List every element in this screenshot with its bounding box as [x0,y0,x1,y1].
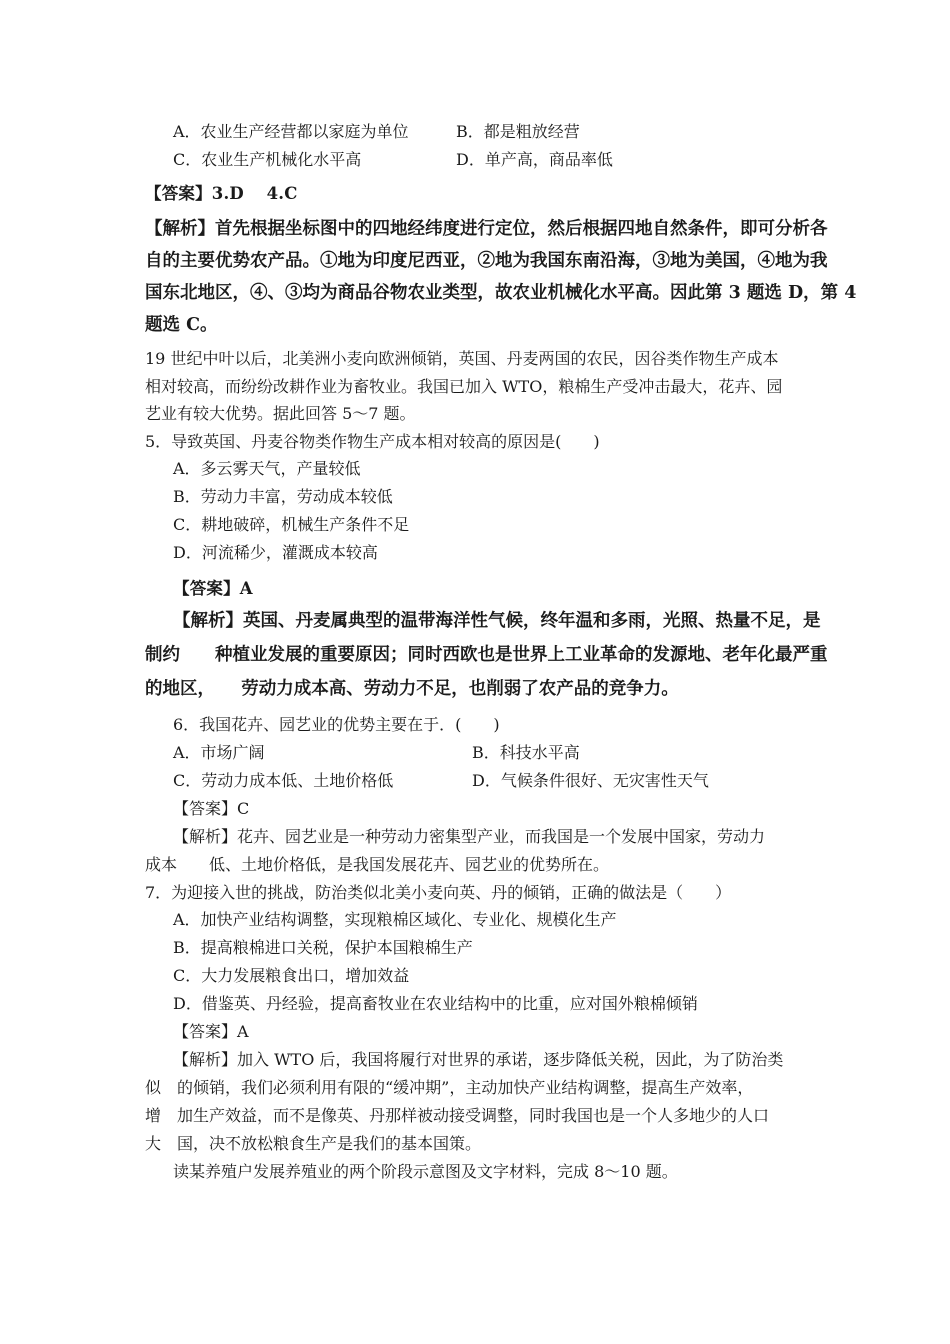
q5-option-a: A．多云雾天气，产量较低 [173,459,361,478]
q7-option-d: D．借鉴英、丹经验，提高畜牧业在农业结构中的比重，应对国外粮棉倾销 [173,994,698,1013]
q5-option-c: C．耕地破碎，机械生产条件不足 [173,515,410,534]
q7-answer: 【答案】A [173,1022,249,1041]
answer-3-4: 【答案】3.D 4.C [145,184,298,203]
q7-stem: 7．为迎接入世的挑战，防治类似北美小麦向英、丹的倾销，正确的做法是（ ） [145,883,732,902]
q7-analysis-line-1: 【解析】加入 WTO 后，我国将履行对世界的承诺，逐步降低关税，因此，为了防治类 [173,1050,784,1069]
analysis-3-4-line-1: 【解析】首先根据坐标图中的四地经纬度进行定位，然后根据四地自然条件，即可分析各 [145,219,828,239]
q5-analysis-line-3: 的地区， 劳动力成本高、劳动力不足，也削弱了农产品的竞争力。 [145,679,679,699]
material-5-7-line-1: 19 世纪中叶以后，北美洲小麦向欧洲倾销，英国、丹麦两国的农民，因谷类作物生产成本 [145,349,779,368]
q7-analysis-line-4: 大 国，决不放松粮食生产是我们的基本国策。 [145,1134,482,1153]
analysis-3-4-line-4: 题选 C。 [145,315,218,335]
q7-analysis-line-2: 似 的倾销，我们必须利用有限的“缓冲期”，主动加快产业结构调整，提高生产效率， [145,1078,754,1097]
q6-analysis-line-2: 成本 低、土地价格低，是我国发展花卉、园艺业的优势所在。 [145,855,610,874]
q6-answer: 【答案】C [173,799,250,818]
q6-option-c: C．劳动力成本低、土地价格低 [173,771,394,790]
q5-analysis-line-2: 制约 种植业发展的重要原因；同时西欧也是世界上工业革命的发源地、老年化最严重 [145,645,828,665]
q6-analysis-line-1: 【解析】花卉、园艺业是一种劳动力密集型产业，而我国是一个发展中国家，劳动力 [173,827,766,846]
material-5-7-line-3: 艺业有较大优势。据此回答 5～7 题。 [145,404,416,423]
q7-option-c: C．大力发展粮食出口，增加效益 [173,966,410,985]
q6-option-d: D．气候条件很好、无灾害性天气 [472,771,709,790]
q5-analysis-line-1: 【解析】英国、丹麦属典型的温带海洋性气候，终年温和多雨，光照、热量不足，是 [173,611,821,631]
q4-option-c: C．农业生产机械化水平高 [173,150,362,169]
analysis-3-4-line-3: 国东北地区，④、③均为商品谷物农业类型，故农业机械化水平高。因此第 3 题选 D，第 4 [145,283,857,303]
q4-option-b: B．都是粗放经营 [456,122,580,141]
q5-option-b: B．劳动力丰富，劳动成本较低 [173,487,393,506]
q4-option-a: A．农业生产经营都以家庭为单位 [173,122,409,141]
q5-answer: 【答案】A [173,579,253,598]
q7-option-b: B．提高粮棉进口关税，保护本国粮棉生产 [173,938,473,957]
q4-option-d: D．单产高，商品率低 [456,150,613,169]
q6-stem: 6．我国花卉、园艺业的优势主要在于．( ) [173,715,500,734]
q7-option-a: A．加快产业结构调整，实现粮棉区域化、专业化、规模化生产 [173,910,617,929]
q6-option-b: B．科技水平高 [472,743,580,762]
material-8-10: 读某养殖户发展养殖业的两个阶段示意图及文字材料，完成 8～10 题。 [173,1162,678,1181]
analysis-3-4-line-2: 自的主要优势农产品。①地为印度尼西亚，②地为我国东南沿海，③地为美国，④地为我 [145,251,828,271]
q6-option-a: A．市场广阔 [173,743,265,762]
material-5-7-line-2: 相对较高，而纷纷改耕作业为畜牧业。我国已加入 WTO，粮棉生产受冲击最大，花卉、园 [145,377,783,396]
q5-stem: 5．导致英国、丹麦谷物类作物生产成本相对较高的原因是( ) [145,432,600,451]
q7-analysis-line-3: 增 加生产效益，而不是像英、丹那样被动接受调整，同时我国也是一个人多地少的人口 [145,1106,770,1125]
q5-option-d: D．河流稀少，灌溉成本较高 [173,543,378,562]
